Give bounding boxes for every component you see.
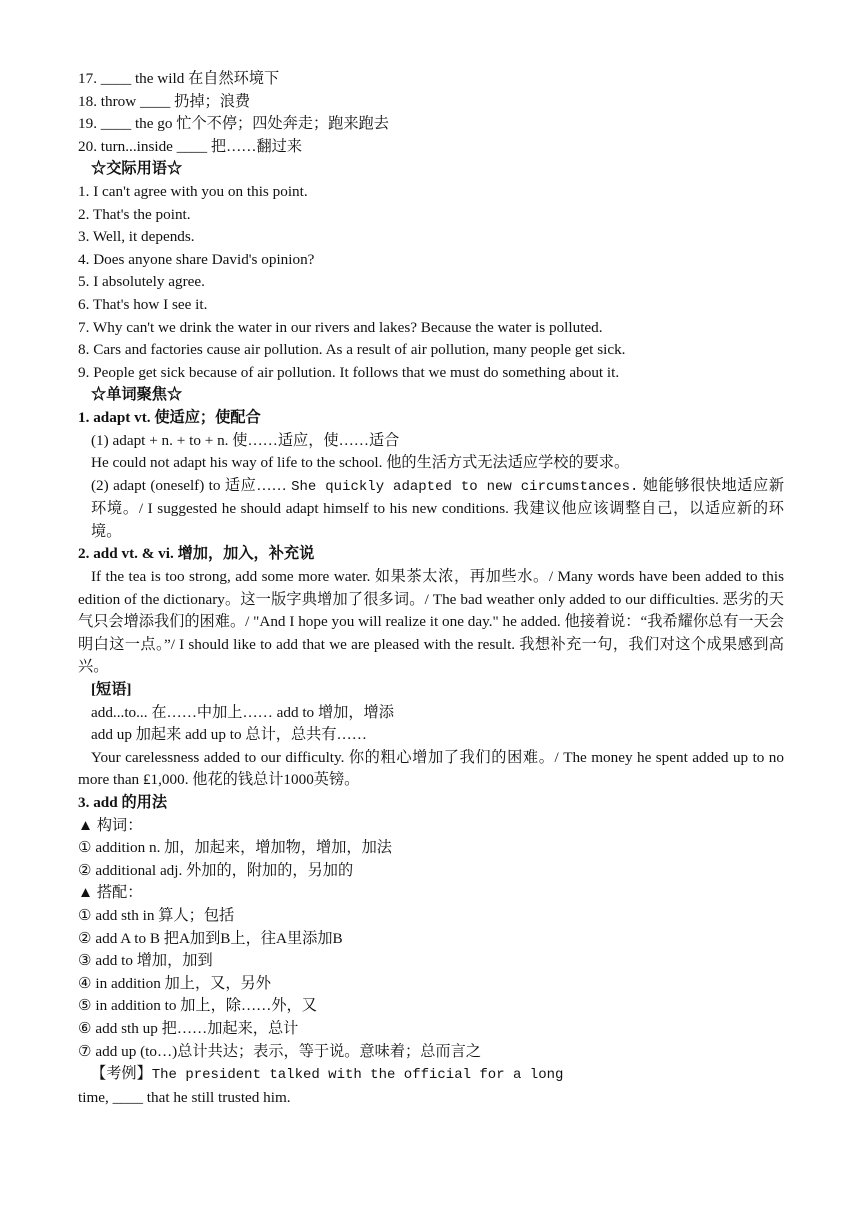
phrase-1: 1. I can't agree with you on this point. xyxy=(78,182,308,200)
section-title-communication: ☆交际用语☆ xyxy=(91,160,183,178)
adapt-sub2-translation: 她能够很快地适应新环境。/ I suggested he should adapt himself to his new conditions. 我建议他应该调整自己，以适应新的环境。 xyxy=(91,476,785,540)
collocation-item: ⑦ add up (to…)总计共达；表示，等于说。意味着；总而言之 xyxy=(78,1042,481,1060)
phrase-3: 3. Well, it depends. xyxy=(78,228,195,246)
collocation-label: ▲ 搭配： xyxy=(78,884,143,902)
adapt-sub2-example: She quickly adapted to new circumstances. xyxy=(291,478,639,495)
word-formation-item: ① addition n. 加，加起来，增加物，增加，加法 xyxy=(78,839,392,857)
collocation-item: ③ add to 增加，加到 xyxy=(78,952,213,970)
collocation-item: ① add sth in 算人；包括 xyxy=(78,906,235,924)
collocation-item: ④ in addition 加上，又，另外 xyxy=(78,974,271,992)
add-heading: 2. add vt. & vi. 增加，加入，补充说 xyxy=(78,545,315,563)
exam-example xyxy=(78,1063,784,1087)
phrase-8: 8. Cars and factories cause air pollution. As a result of air pollution, many people get sick. xyxy=(78,341,626,359)
add-phrase-1: add...to... 在……中加上…… add to 增加，增添 xyxy=(91,703,394,721)
adapt-sub2-label: (2) adapt (oneself) to 适应…… xyxy=(91,476,287,494)
word-formation-item: ② additional adj. 外加的，附加的，另加的 xyxy=(78,861,354,879)
collocation-item: ② add A to B 把A加到B上，往A里添加B xyxy=(78,929,343,947)
add-phrase-label: [短语] xyxy=(91,681,132,699)
document-page xyxy=(78,68,784,1109)
phrase-2: 2. That's the point. xyxy=(78,205,191,223)
add-phrase-2: add up 加起来 add up to 总计，总共有…… xyxy=(91,726,367,744)
phrase-9: 9. People get sick because of air pollution. It follows that we must do something about it. xyxy=(78,363,620,381)
exam-example-label: 【考例】 xyxy=(91,1065,152,1083)
vocab-item-18: 18. throw ____ 扔掉；浪费 xyxy=(78,92,251,110)
vocab-item-19: 19. ____ the go 忙个不停；四处奔走；跑来跑去 xyxy=(78,115,389,133)
add-paragraph-2: Your carelessness added to our difficulty. 你的粗心增加了我们的困难。/ The money he spent added up to no more than ₤1,000. 他花的钱总计1000英镑。 xyxy=(78,748,784,789)
add-paragraph: If the tea is too strong, add some more water. 如果茶太浓，再加些水。/ Many words have been added to this edition of the dictionary。这一版字典增加了很多词。/ The bad weather only added to our difficulties. 恶劣的天气只会增添我们的困难。/ "And I hope you will realize it one day." he added. 他接着说：“我希耀你总有一天会明白这一点。”/ I should like to add that we are pleased with the result. 我想补充一句，我们对这个成果感到高兴。 xyxy=(78,568,784,676)
exam-example-text: The president talked with the official for a long xyxy=(151,1067,564,1084)
adapt-sub2 xyxy=(78,475,784,544)
adapt-sub1: (1) adapt + n. + to + n. 使……适应，使……适合 xyxy=(91,431,400,449)
word-formation-label: ▲ 构词： xyxy=(78,816,143,834)
adapt-heading: 1. adapt vt. 使适应；使配合 xyxy=(78,408,261,426)
vocab-item-17: 17. ____ the wild 在自然环境下 xyxy=(78,70,280,87)
phrase-4: 4. Does anyone share David's opinion? xyxy=(78,250,315,268)
section-title-vocab: ☆单词聚焦☆ xyxy=(91,386,183,404)
vocab-item-20: 20. turn...inside ____ 把……翻过来 xyxy=(78,137,303,155)
adapt-example1: He could not adapt his way of life to the school. 他的生活方式无法适应学校的要求。 xyxy=(91,454,630,472)
collocation-item: ⑤ in addition to 加上，除……外，又 xyxy=(78,997,317,1015)
exam-example-continuation: time, ____ that he still trusted him. xyxy=(78,1088,291,1106)
usage-heading: 3. add 的用法 xyxy=(78,794,168,811)
collocation-item: ⑥ add sth up 把……加起来，总计 xyxy=(78,1019,299,1037)
phrase-6: 6. That's how I see it. xyxy=(78,295,208,313)
phrase-7: 7. Why can't we drink the water in our rivers and lakes? Because the water is polluted. xyxy=(78,318,603,336)
phrase-5: 5. I absolutely agree. xyxy=(78,273,205,291)
